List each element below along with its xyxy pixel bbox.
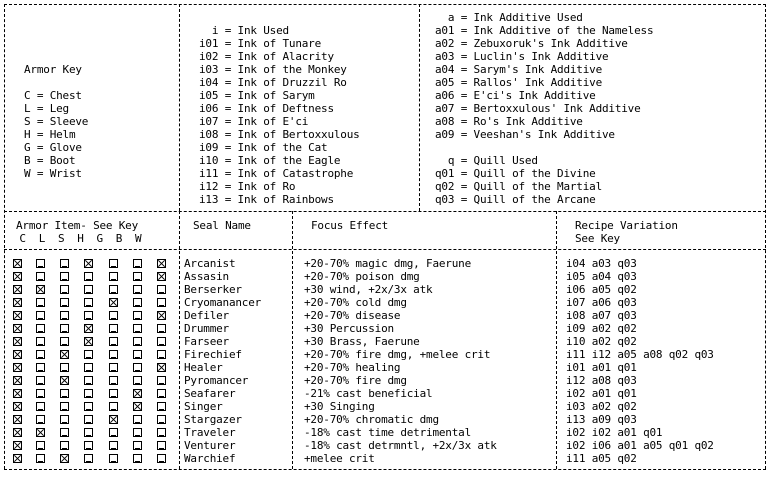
- ink-key-line: i03 = Ink of the Monkey: [199, 63, 347, 76]
- armor-boot-checkbox: [133, 363, 142, 372]
- section-divider: [4, 211, 766, 212]
- armor-wrist-checkbox: [157, 389, 166, 398]
- armor-glove-checkbox: [109, 363, 118, 372]
- recipe-variation: i08 a07 q03: [566, 309, 637, 322]
- ink-key-line: i = Ink Used: [199, 24, 289, 37]
- armor-glove-checkbox: [109, 389, 118, 398]
- armor-boot-checkbox: [133, 350, 142, 359]
- armor-boot-checkbox: [133, 337, 142, 346]
- armor-chest-checkbox: [13, 428, 22, 437]
- recipe-variation: i11 a05 q02: [566, 452, 637, 465]
- ink-key-line: i10 = Ink of the Eagle: [199, 154, 341, 167]
- seal-name: Cryomanancer: [184, 296, 262, 309]
- additive-key-line: a03 = Luclin's Ink Additive: [435, 50, 609, 63]
- seal-name: Assasin: [184, 270, 229, 283]
- armor-chest-checkbox: [13, 363, 22, 372]
- seal-name: Stargazer: [184, 413, 242, 426]
- armor-wrist-checkbox: [157, 363, 166, 372]
- additive-key-line: a02 = Zebuxoruk's Ink Additive: [435, 37, 628, 50]
- armor-wrist-checkbox: [157, 376, 166, 385]
- ink-key-line: i11 = Ink of Catastrophe: [199, 167, 354, 180]
- armor-boot-checkbox: [133, 376, 142, 385]
- focus-effect: +20-70% poison dmg: [304, 270, 420, 283]
- focus-effect: +melee crit: [304, 452, 375, 465]
- seal-name: Traveler: [184, 426, 236, 439]
- armor-key-item: G = Glove: [24, 141, 82, 154]
- armor-wrist-checkbox: [157, 454, 166, 463]
- focus-effect: +20-70% fire dmg, +melee crit: [304, 348, 491, 361]
- armor-chest-checkbox: [13, 441, 22, 450]
- recipe-header-sub: See Key: [575, 232, 620, 245]
- key-divider-1: [179, 4, 180, 211]
- armor-glove-checkbox: [109, 454, 118, 463]
- armor-helm-checkbox: [84, 454, 93, 463]
- armor-leg-checkbox: [36, 259, 45, 268]
- table-row: [0, 296, 770, 309]
- recipe-variation: i12 a08 q03: [566, 374, 637, 387]
- armor-boot-checkbox: [133, 441, 142, 450]
- focus-effect: -18% cast time detrimental: [304, 426, 471, 439]
- armor-key-item: B = Boot: [24, 154, 76, 167]
- armor-boot-checkbox: [133, 298, 142, 307]
- armor-glove-checkbox: [109, 376, 118, 385]
- additive-key-line: a06 = E'ci's Ink Additive: [435, 89, 596, 102]
- seal-name: Seafarer: [184, 387, 236, 400]
- armor-leg-checkbox: [36, 350, 45, 359]
- seal-name: Warchief: [184, 452, 236, 465]
- armor-chest-checkbox: [13, 272, 22, 281]
- focus-effect: +20-70% fire dmg: [304, 374, 407, 387]
- table-row: [0, 426, 770, 439]
- armor-glove-checkbox: [109, 298, 118, 307]
- armor-wrist-checkbox: [157, 415, 166, 424]
- armor-wrist-checkbox: [157, 272, 166, 281]
- armor-wrist-checkbox: [157, 259, 166, 268]
- focus-effect: +20-70% healing: [304, 361, 401, 374]
- armor-key-item: W = Wrist: [24, 167, 82, 180]
- armor-helm-checkbox: [84, 298, 93, 307]
- armor-leg-checkbox: [36, 454, 45, 463]
- table-row: [0, 452, 770, 465]
- armor-helm-checkbox: [84, 337, 93, 346]
- armor-slot-letters: C L S H G B W: [13, 232, 142, 245]
- additive-key-line: a = Ink Additive Used: [435, 11, 583, 24]
- seal-name: Farseer: [184, 335, 229, 348]
- recipe-variation: i03 a02 q02: [566, 400, 637, 413]
- armor-wrist-checkbox: [157, 311, 166, 320]
- armor-glove-checkbox: [109, 415, 118, 424]
- armor-sleeve-checkbox: [60, 337, 69, 346]
- armor-chest-checkbox: [13, 389, 22, 398]
- armor-glove-checkbox: [109, 324, 118, 333]
- ink-key-line: i07 = Ink of E'ci: [199, 115, 309, 128]
- armor-helm-checkbox: [84, 324, 93, 333]
- armor-key-item: C = Chest: [24, 89, 82, 102]
- table-row: [0, 387, 770, 400]
- armor-helm-checkbox: [84, 272, 93, 281]
- recipe-variation: i13 a09 q03: [566, 413, 637, 426]
- armor-sleeve-checkbox: [60, 402, 69, 411]
- armor-key-item: H = Helm: [24, 128, 76, 141]
- armor-boot-checkbox: [133, 402, 142, 411]
- top-border: [4, 4, 766, 5]
- table-row: [0, 335, 770, 348]
- armor-sleeve-checkbox: [60, 285, 69, 294]
- recipe-variation: i01 a01 q01: [566, 361, 637, 374]
- focus-effect-header: Focus Effect: [311, 219, 389, 232]
- ink-key-line: i06 = Ink of Deftness: [199, 102, 334, 115]
- seal-name: Singer: [184, 400, 223, 413]
- focus-effect: +20-70% disease: [304, 309, 401, 322]
- seal-name: Healer: [184, 361, 223, 374]
- armor-wrist-checkbox: [157, 402, 166, 411]
- table-row: [0, 348, 770, 361]
- armor-chest-checkbox: [13, 376, 22, 385]
- armor-boot-checkbox: [133, 272, 142, 281]
- table-row: [0, 309, 770, 322]
- table-row: [0, 413, 770, 426]
- table-row: [0, 283, 770, 296]
- armor-wrist-checkbox: [157, 324, 166, 333]
- armor-glove-checkbox: [109, 441, 118, 450]
- armor-glove-checkbox: [109, 259, 118, 268]
- armor-glove-checkbox: [109, 311, 118, 320]
- focus-effect: +20-70% chromatic dmg: [304, 413, 439, 426]
- armor-glove-checkbox: [109, 272, 118, 281]
- recipe-variation: i02 a01 q01: [566, 387, 637, 400]
- recipe-variation: i05 a04 q03: [566, 270, 637, 283]
- armor-boot-checkbox: [133, 324, 142, 333]
- armor-wrist-checkbox: [157, 337, 166, 346]
- armor-helm-checkbox: [84, 389, 93, 398]
- table-row: [0, 374, 770, 387]
- focus-effect: -18% cast detrmntl, +2x/3x atk: [304, 439, 497, 452]
- armor-helm-checkbox: [84, 363, 93, 372]
- seal-name-header: Seal Name: [193, 219, 251, 232]
- armor-sleeve-checkbox: [60, 428, 69, 437]
- armor-chest-checkbox: [13, 259, 22, 268]
- additive-key-line: a09 = Veeshan's Ink Additive: [435, 128, 615, 141]
- recipe-variation: i10 a02 q02: [566, 335, 637, 348]
- focus-effect: -21% cast beneficial: [304, 387, 433, 400]
- ink-key-line: i12 = Ink of Ro: [199, 180, 296, 193]
- armor-boot-checkbox: [133, 311, 142, 320]
- seal-name: Berserker: [184, 283, 242, 296]
- table-row: [0, 400, 770, 413]
- table-row: [0, 270, 770, 283]
- focus-effect: +20-70% magic dmg, Faerune: [304, 257, 471, 270]
- armor-helm-checkbox: [84, 259, 93, 268]
- armor-chest-checkbox: [13, 324, 22, 333]
- armor-chest-checkbox: [13, 350, 22, 359]
- armor-leg-checkbox: [36, 337, 45, 346]
- focus-effect: +30 wind, +2x/3x atk: [304, 283, 433, 296]
- armor-helm-checkbox: [84, 415, 93, 424]
- quill-key-line: q02 = Quill of the Martial: [435, 180, 602, 193]
- ink-key-line: i05 = Ink of Sarym: [199, 89, 315, 102]
- armor-helm-checkbox: [84, 311, 93, 320]
- recipe-variation: i02 i06 a01 a05 q01 q02: [566, 439, 714, 452]
- armor-leg-checkbox: [36, 311, 45, 320]
- armor-leg-checkbox: [36, 298, 45, 307]
- armor-sleeve-checkbox: [60, 376, 69, 385]
- armor-leg-checkbox: [36, 441, 45, 450]
- armor-leg-checkbox: [36, 402, 45, 411]
- armor-sleeve-checkbox: [60, 441, 69, 450]
- armor-leg-checkbox: [36, 389, 45, 398]
- armor-sleeve-checkbox: [60, 389, 69, 398]
- focus-effect: +30 Singing: [304, 400, 375, 413]
- recipe-variation: i11 i12 a05 a08 q02 q03: [566, 348, 714, 361]
- ink-key-line: i13 = Ink of Rainbows: [199, 193, 334, 206]
- armor-chest-checkbox: [13, 415, 22, 424]
- table-row: [0, 257, 770, 270]
- recipe-variation: i07 a06 q03: [566, 296, 637, 309]
- table-row: [0, 322, 770, 335]
- armor-chest-checkbox: [13, 454, 22, 463]
- armor-boot-checkbox: [133, 389, 142, 398]
- seal-name: Firechief: [184, 348, 242, 361]
- seal-name: Pyromancer: [184, 374, 249, 387]
- armor-leg-checkbox: [36, 272, 45, 281]
- armor-chest-checkbox: [13, 402, 22, 411]
- armor-sleeve-checkbox: [60, 415, 69, 424]
- ink-key-line: i01 = Ink of Tunare: [199, 37, 322, 50]
- armor-boot-checkbox: [133, 285, 142, 294]
- armor-boot-checkbox: [133, 454, 142, 463]
- ink-key-line: i04 = Ink of Druzzil Ro: [199, 76, 347, 89]
- armor-leg-checkbox: [36, 376, 45, 385]
- seal-name: Defiler: [184, 309, 229, 322]
- armor-chest-checkbox: [13, 285, 22, 294]
- armor-key-title: Armor Key: [24, 63, 82, 76]
- armor-glove-checkbox: [109, 350, 118, 359]
- armor-glove-checkbox: [109, 402, 118, 411]
- armor-sleeve-checkbox: [60, 363, 69, 372]
- armor-sleeve-checkbox: [60, 259, 69, 268]
- armor-leg-checkbox: [36, 415, 45, 424]
- armor-sleeve-checkbox: [60, 311, 69, 320]
- table-row: [0, 361, 770, 374]
- armor-wrist-checkbox: [157, 441, 166, 450]
- quill-key-line: q = Quill Used: [435, 154, 538, 167]
- ink-key-line: i02 = Ink of Alacrity: [199, 50, 334, 63]
- ink-key-line: i08 = Ink of Bertoxxulous: [199, 128, 360, 141]
- armor-sleeve-checkbox: [60, 454, 69, 463]
- armor-leg-checkbox: [36, 285, 45, 294]
- recipe-variation: i02 i02 a01 q01: [566, 426, 663, 439]
- recipe-header: Recipe Variation: [575, 219, 678, 232]
- additive-key-line: a05 = Rallos' Ink Additive: [435, 76, 602, 89]
- recipe-variation: i04 a03 q03: [566, 257, 637, 270]
- armor-boot-checkbox: [133, 415, 142, 424]
- armor-boot-checkbox: [133, 428, 142, 437]
- focus-effect: +30 Brass, Faerune: [304, 335, 420, 348]
- armor-glove-checkbox: [109, 285, 118, 294]
- armor-helm-checkbox: [84, 402, 93, 411]
- armor-chest-checkbox: [13, 298, 22, 307]
- armor-wrist-checkbox: [157, 428, 166, 437]
- armor-chest-checkbox: [13, 311, 22, 320]
- armor-glove-checkbox: [109, 337, 118, 346]
- armor-helm-checkbox: [84, 428, 93, 437]
- armor-glove-checkbox: [109, 428, 118, 437]
- armor-boot-checkbox: [133, 259, 142, 268]
- table-row: [0, 439, 770, 452]
- armor-leg-checkbox: [36, 428, 45, 437]
- header-divider: [4, 249, 766, 250]
- armor-leg-checkbox: [36, 363, 45, 372]
- quill-key-line: q01 = Quill of the Divine: [435, 167, 596, 180]
- armor-helm-checkbox: [84, 285, 93, 294]
- armor-sleeve-checkbox: [60, 272, 69, 281]
- armor-wrist-checkbox: [157, 285, 166, 294]
- focus-effect: +20-70% cold dmg: [304, 296, 407, 309]
- armor-key-item: L = Leg: [24, 102, 69, 115]
- seal-name: Drummer: [184, 322, 229, 335]
- armor-key-item: S = Sleeve: [24, 115, 89, 128]
- focus-effect: +30 Percussion: [304, 322, 394, 335]
- additive-key-line: a04 = Sarym's Ink Additive: [435, 63, 602, 76]
- seal-name: Venturer: [184, 439, 236, 452]
- quill-key-line: q03 = Quill of the Arcane: [435, 193, 596, 206]
- additive-key-line: a07 = Bertoxxulous' Ink Additive: [435, 102, 641, 115]
- additive-key-line: a01 = Ink Additive of the Nameless: [435, 24, 654, 37]
- armor-chest-checkbox: [13, 337, 22, 346]
- armor-sleeve-checkbox: [60, 350, 69, 359]
- additive-key-line: a08 = Ro's Ink Additive: [435, 115, 583, 128]
- armor-wrist-checkbox: [157, 298, 166, 307]
- recipe-variation: i06 a05 q02: [566, 283, 637, 296]
- armor-helm-checkbox: [84, 376, 93, 385]
- key-divider-2: [419, 4, 420, 211]
- armor-sleeve-checkbox: [60, 324, 69, 333]
- armor-leg-checkbox: [36, 324, 45, 333]
- armor-helm-checkbox: [84, 441, 93, 450]
- armor-sleeve-checkbox: [60, 298, 69, 307]
- recipe-variation: i09 a02 q02: [566, 322, 637, 335]
- armor-helm-checkbox: [84, 350, 93, 359]
- ink-key-line: i09 = Ink of the Cat: [199, 141, 328, 154]
- armor-wrist-checkbox: [157, 350, 166, 359]
- bottom-border: [4, 469, 766, 470]
- seal-name: Arcanist: [184, 257, 236, 270]
- armor-column-header: Armor Item- See Key: [16, 219, 139, 232]
